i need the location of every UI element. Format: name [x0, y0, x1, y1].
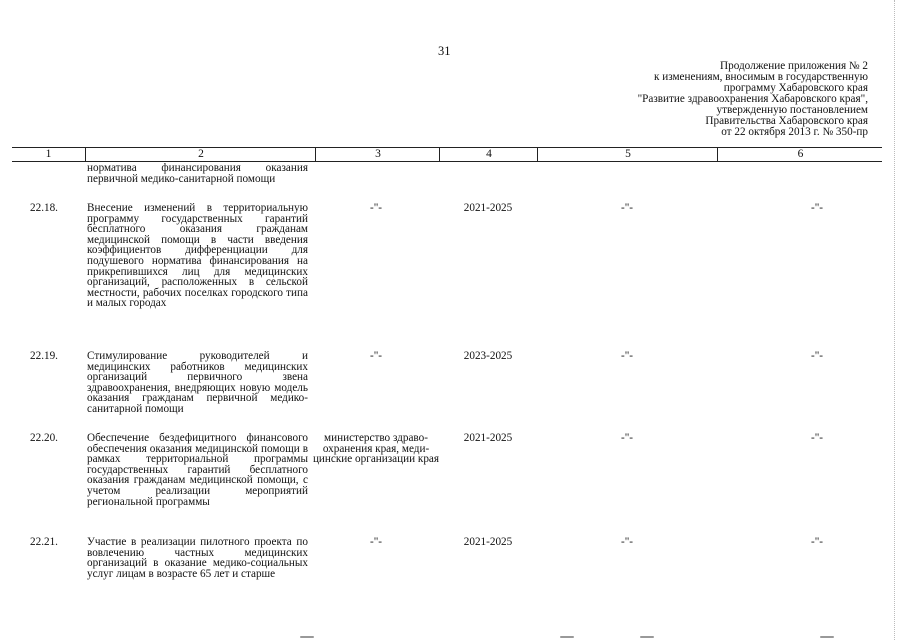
row-period: 2021-2025 — [463, 432, 513, 444]
continuation-text: норматива финансирования оказания первичной медико-санитарной помощи — [87, 162, 308, 185]
row-description: Участие в реализации пилотного проекта по вовлечению частных медицинских организаций в оказание медико-социальных услуг лицам в возрасте 65 лет и старше — [87, 536, 308, 580]
scan-mark — [820, 636, 834, 638]
scan-bottom-marks — [0, 634, 905, 638]
row-number: 22.18. — [30, 202, 58, 214]
appendix-line: Правительства Хабаровского края — [705, 115, 868, 127]
table-row — [12, 537, 882, 597]
row-description: Внесение изменений в территориальную программу государственных гарантий бесплатного оказания гражданам медицинской помощи в части введения коэффициентов дифференциации для подушевого норматива финансирования на прикрепившихся лиц для медицинских организаций, расположенных в сельской местности, рабочих поселках городского типа и малых городах — [87, 202, 308, 310]
table-row — [12, 351, 882, 433]
row-description: Обеспечение бездефицитного финансового обеспечения оказания медицинской помощи в рамках территориальной программы государственных гарантий бесплатного оказания гражданам медицинской помощи, с учетом реализации мероприятий региональной программы — [87, 432, 308, 508]
row-number: 22.19. — [30, 350, 58, 362]
row-responsible: -"- — [369, 536, 383, 548]
table-row — [12, 433, 882, 537]
appendix-line: утвержденную постановлением — [716, 104, 868, 116]
row-responsible: -"- — [369, 350, 383, 362]
appendix-line: программу Хабаровского края — [723, 82, 868, 94]
row-period: 2023-2025 — [463, 350, 513, 362]
row-number: 22.20. — [30, 432, 58, 444]
appendix-line: к изменениям, вносимым в государственную — [653, 71, 868, 83]
column-header: 6 — [717, 148, 883, 161]
appendix-line: Продолжение приложения № 2 — [720, 60, 868, 72]
row-column-6: -"- — [810, 536, 824, 548]
column-header: 1 — [45, 148, 52, 160]
appendix-line: "Развитие здравоохранения Хабаровского края", — [637, 93, 868, 105]
page-number: 31 — [438, 44, 451, 58]
table-row — [12, 203, 882, 351]
column-header: 5 — [537, 148, 718, 161]
table-row-continuation — [12, 163, 882, 203]
row-responsible: -"- — [369, 202, 383, 214]
row-period: 2021-2025 — [463, 536, 513, 548]
scan-margin-line — [893, 0, 895, 640]
appendix-header — [548, 61, 868, 138]
row-column-6: -"- — [810, 202, 824, 214]
row-number: 22.21. — [30, 536, 58, 548]
row-column-5: -"- — [620, 432, 634, 444]
row-column-5: -"- — [620, 202, 634, 214]
row-column-6: -"- — [810, 432, 824, 444]
row-column-5: -"- — [620, 536, 634, 548]
appendix-line: от 22 октября 2013 г. № 350-пр — [721, 126, 868, 138]
row-description: Стимулирование руководителей и медицинских работников медицинских организаций первичного звена здравоохранения, внедряющих новую модель оказания гражданам первичной медико-санитарной помощи — [87, 350, 308, 415]
row-period: 2021-2025 — [463, 202, 513, 214]
table-header-row — [12, 147, 882, 162]
column-header: 2 — [85, 148, 316, 161]
scan-mark — [560, 636, 574, 638]
row-column-6: -"- — [810, 350, 824, 362]
scan-mark — [300, 636, 314, 638]
row-column-5: -"- — [620, 350, 634, 362]
scan-mark — [640, 636, 654, 638]
column-header: 3 — [315, 148, 440, 161]
row-responsible: министерство здраво- охранения края, меди- цинские организации края — [312, 432, 440, 466]
measures-table — [12, 147, 882, 597]
column-header: 4 — [439, 148, 538, 161]
